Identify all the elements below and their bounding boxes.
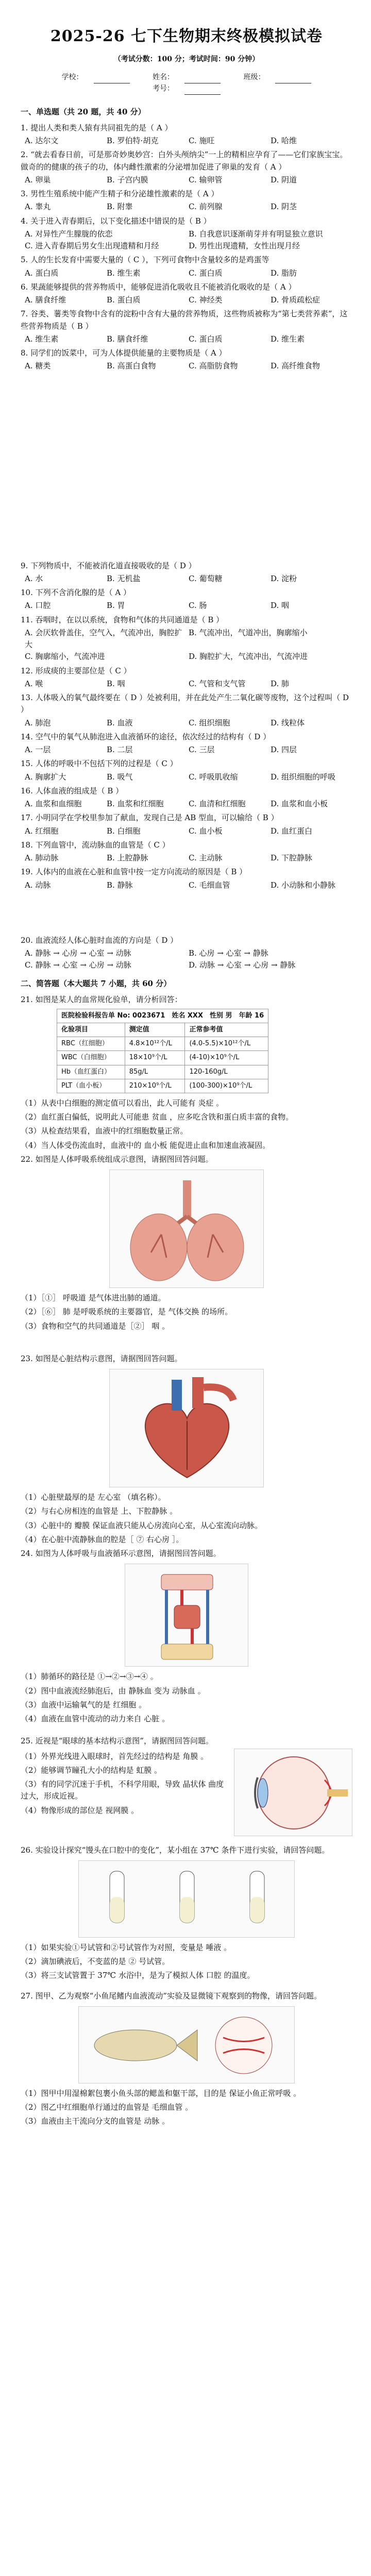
answer-line: （2）［⑥］ 肺 是呼吸系统的主要器官，是 气体交换 的场所。 [21,1307,233,1317]
q24-lines [21,1671,352,1725]
option[interactable]: A. 水 [25,573,43,583]
fish-tail-illustration [79,2007,295,2084]
answer-line: （3）血液由主干流向分支的血管是 动脉 。 [21,2116,170,2126]
q23-intro: 23. 如图是心脏结构示意图，请据图回答问题。 [21,1353,182,1363]
answer-line: （1）外界光线进入眼球时，首先经过的结构是 角膜 。 [21,1751,209,1761]
class-field[interactable]: 班级： [238,72,316,83]
option[interactable]: A. 卵巢 [25,175,51,184]
option[interactable]: B. 自我意识逐渐萌芽并有明显独立意识 [189,229,323,239]
option[interactable]: D. 血浆和血小板 [271,799,328,809]
option[interactable]: B. 二层 [107,745,133,755]
option[interactable]: D. 小动脉和小静脉 [271,880,336,890]
option[interactable]: C. 肠 [189,601,207,611]
option[interactable]: A. 达尔文 [25,136,59,146]
options-row [25,174,352,186]
answer-line: （3）血液中运输氧气的是 红细胞 。 [21,1700,147,1709]
question-7: 7. 谷类、薯类等食物中含有的淀粉中含有大量的营养物质，这些物质被称为“第七类营养素”，这些营养物质是（ B ） [21,309,348,331]
question-17: 17. 小明同学在学校里参加了献血，发现自己是 AB 型血，可以输给（ B ） [21,813,279,823]
option[interactable]: D. 高纤维食物 [271,361,321,371]
answer-line: （3）心脏中的 瓣膜 保证血液只能从心房流向心室，从心室流向动脉。 [21,1520,263,1530]
circulation-diagram [125,1564,248,1667]
options-row [25,573,352,585]
option[interactable]: A. 红细胞 [25,826,59,836]
options-row [25,771,352,783]
option[interactable]: C. 蛋白质 [189,334,223,344]
question-1: 1. 提出人类和类人猿有共同祖先的是（ A ） [21,123,173,132]
report-header-cell: 化验项目 [57,1023,125,1037]
report-cell: (4-10)×10⁹个/L [185,1051,268,1065]
options-row [25,333,352,345]
report-cell: 4.8×10¹²个/L [125,1037,185,1051]
options-row [25,798,352,810]
report-cell: (100-300)×10⁹个/L [185,1079,268,1093]
q22-intro: 22. 如图是人体呼吸系统组成示意图，请据图回答问题。 [21,1154,213,1164]
option[interactable]: D. 哈维 [271,136,297,146]
question-14: 14. 空气中的氧气从肺泡进入血液循环的途径，依次经过的结构有（ D ） [21,732,271,741]
option[interactable]: C. 高脂肪食物 [189,361,238,371]
report-cell: RBC（红细胞） [57,1037,125,1051]
options-row [25,294,352,306]
option[interactable]: B. 胃 [107,601,125,611]
option[interactable]: B. 上腔静脉 [107,853,148,863]
question-12: 12. 形成痰的主要部位是（ C ） [21,666,131,675]
option[interactable]: C. 组织细胞 [189,718,230,727]
name-field[interactable]: 姓名： [147,72,226,83]
answer-line: （2）滴加碘液后，不变蓝的是 ② 号试管。 [21,1957,170,1967]
question-2: 2. “就去看春日前，可是那奇妙奥妙宫：白外头颅纳尖”一上的精相应孕育了——它们家族宝宝。做奇的的健康的孩子的功，体内雌性激素的分泌增加促进了卵巢的发育（ A ） [21,150,348,172]
option[interactable]: B. 气流冲出，气道冲出，胸廓缩小 [189,628,308,637]
q26-intro: 26. 实验设计探究“馒头在口腔中的变化”，某小组在 37℃ 条件下进行实验，请回答问题。 [21,1845,330,1855]
option[interactable]: B. 咽 [107,679,125,688]
q21-intro: 21. 如图是某人的血常规化验单，请分析回答： [21,994,182,1004]
report-cell: 18×10⁹个/L [125,1051,185,1065]
options-row [25,135,352,147]
answer-line: （1）［①］ 呼吸道 是气体进出肺的通道。 [21,1293,166,1303]
option[interactable]: A. 一层 [25,745,51,755]
options-row [25,744,352,756]
answer-line: （1）心脏壁最厚的是 左心室 （填名称）。 [21,1493,166,1502]
section-heading-2: 二、简答题（本大题共 7 小题，共 60 分） [21,978,172,988]
option[interactable]: B. 静脉 [107,880,133,890]
option[interactable]: C. 神经类 [189,295,223,305]
school-field[interactable]: 学校： [57,72,135,83]
question-13: 13. 人体吸入的氧气最终要在（ D ）处被利用，并在此处产生二氧化碳等废物，这个过程叫（ D ） [21,693,349,715]
option[interactable]: D. 男性出现遗精，女性出现月经 [189,241,300,251]
option[interactable]: B. 吸气 [107,772,133,782]
report-cell: 120-160g/L [185,1065,268,1079]
option[interactable]: A. 会厌软骨盖住，空气入，气流冲出，胸腔扩大 [25,628,182,650]
option[interactable]: B. 子宫内膜 [107,175,148,184]
option[interactable]: D. 阴道 [271,175,297,184]
option[interactable]: C. 进入青春期后男女生出现遗精和月经 [25,241,159,251]
page-title: 2025-26 七下生物期末终极模拟试卷 [50,27,323,45]
answer-line: （1）从表中白细胞的测定值可以看出，此人可能有 炎症 。 [21,1098,224,1108]
answer-line: （3）有的同学沉迷于手机，不科学用眼，导致 晶状体 曲度过大，形成近视。 [21,1780,224,1801]
number-field[interactable]: 考号： [147,83,226,95]
answer-line: （4）血液在血管中流动的动力来自 心脏 。 [21,1714,170,1724]
report-header-cell: 正常参考值 [185,1023,268,1037]
options-row [25,678,352,690]
option[interactable]: D. 线粒体 [271,718,305,727]
respiratory-system-figure [109,1170,264,1288]
option[interactable]: C. 输卵管 [189,175,223,184]
heart-structure-figure [109,1369,264,1487]
option[interactable]: C. 静脉 → 心室 → 心房 → 动脉 [25,960,131,970]
options-row [25,627,352,663]
option[interactable]: C. 胸廓缩小，气流冲进 [25,652,105,662]
option[interactable]: D. 咽 [271,601,290,611]
lungs-illustration [110,1170,264,1289]
answer-line: （4）物像形成的部位是 视网膜 。 [21,1805,139,1815]
test-tubes-figure [78,1860,295,1938]
report-cell: 210×10⁹个/L [125,1079,185,1093]
option[interactable]: C. 前列腺 [189,202,223,212]
report-cell: (4.0-5.5)×10¹²个/L [185,1037,268,1051]
option[interactable]: D. 动脉 → 心室 → 心房 → 静脉 [189,960,296,970]
option[interactable]: C. 呼吸肌收缩 [189,772,238,782]
options-row [25,360,352,372]
answer-line: （3）将三支试管置于 37℃ 水浴中，是为了模拟人体 口腔 的温度。 [21,1971,255,1980]
question-15: 15. 人体的呼吸中不包括下列的过程是（ C ） [21,759,178,769]
answer-line: （2）能够调节瞳孔大小的结构是 虹膜 。 [21,1765,162,1775]
option[interactable]: A. 蛋白质 [25,268,59,278]
option[interactable]: B. 高蛋白食物 [107,361,156,371]
q21-lines [21,1097,352,1151]
question-5: 5. 人的生长发育中需要大量的（ C ），下列可食物中含量较多的是鸡蛋等 [21,255,269,265]
option[interactable]: B. 血液 [107,718,133,727]
option[interactable]: A. 动脉 [25,880,51,890]
question-16: 16. 人体血液的组成是（ B ） [21,786,124,795]
exam-subtitle: （考试分数：100 分；考试时间：90 分钟） [113,55,260,63]
options-row [25,201,352,213]
option[interactable]: D. 下腔静脉 [271,853,313,863]
option[interactable]: A. 肺泡 [25,718,51,727]
q24-intro: 24. 如图为人体呼吸与血液循环示意图，请据图回答问题。 [21,1549,221,1558]
question-3: 3. 男性生殖系统中能产生精子和分泌雄性激素的是（ A ） [21,189,219,199]
circulation-illustration [125,1564,249,1667]
option[interactable]: D. 淀粉 [271,573,297,583]
q27-intro: 27. 图甲、乙为观察“小鱼尾鳍内血液流动”实验及显微镜下观察到的物像，请回答问题。 [21,1991,322,2001]
option[interactable]: D. 血红蛋白 [271,826,313,836]
question-9: 9. 下列物质中，不能被消化道直接吸收的是（ D ） [21,561,196,570]
option[interactable]: D. 四层 [271,745,297,755]
option[interactable]: D. 维生素 [271,334,305,344]
answer-line: （2）血红蛋白偏低，说明此人可能患 贫血 ，应多吃含铁和蛋白质丰富的食物。 [21,1112,294,1122]
option[interactable]: B. 无机盐 [107,573,141,583]
answer-line: （4）在心脏中流静脉血的腔是［ ⑦ 右心房 ］。 [21,1534,184,1544]
options-row [25,852,352,864]
blood-report-table [57,1009,268,1093]
report-cell: WBC（白细胞） [57,1051,125,1065]
option[interactable]: C. 葡萄糖 [189,573,223,583]
option[interactable]: B. 白细胞 [107,826,141,836]
eye-illustration [234,1749,353,1837]
report-cell: 85g/L [125,1065,185,1079]
option[interactable]: D. 脂肪 [271,268,297,278]
report-cell: Hb（血红蛋白） [57,1065,125,1079]
options-row [25,600,352,612]
test-tubes-illustration [79,1861,295,1938]
option[interactable]: A. 口腔 [25,601,51,611]
question-4: 4. 关于进入青春期后，以下变化描述中错误的是（ B ） [21,216,211,226]
option[interactable]: C. 毛细血管 [189,880,230,890]
option[interactable]: B. 维生素 [107,268,141,278]
option[interactable]: D. 组织细胞的呼吸 [271,772,336,782]
question-11: 11. 吞咽时，在以以系统，食物和气体的共同通道是（ B ） [21,615,224,624]
report-title: 医院检验科报告单 No: 0023671 姓名 XXX 性别 男 年龄 16 [57,1009,268,1023]
option[interactable]: C. 施旺 [189,136,215,146]
report-cell: PLT（血小板） [57,1079,125,1093]
fish-tail-figure [78,2006,295,2083]
options-row [25,228,352,252]
option[interactable]: B. 罗伯特·胡克 [107,136,159,146]
heart-illustration [110,1369,264,1488]
question-19: 19. 人体内的血液在心脏和血管中按一定方向流动的原因是（ B ） [21,867,247,877]
option[interactable]: B. 附睾 [107,202,133,212]
answer-line: （1）肺循环的路径是 ①→②→③→④ 。 [21,1672,158,1682]
option[interactable]: B. 蛋白质 [107,295,141,305]
student-info-line [21,72,352,94]
q23-lines [21,1492,352,1546]
option[interactable]: C. 蛋白质 [189,268,223,278]
option[interactable]: B. 心房 → 心室 → 静脉 [189,948,268,958]
q27-lines [21,2088,352,2128]
options-row [25,717,352,729]
options-row [25,267,352,279]
question-18: 18. 下列血管中，流动脉血的血管是（ C ） [21,840,170,850]
option[interactable]: A. 肺动脉 [25,853,59,863]
option[interactable]: D. 骨质疏松症 [271,295,321,305]
option[interactable]: D. 阴茎 [271,202,297,212]
option[interactable]: A. 喉 [25,679,43,688]
option[interactable]: A. 糖类 [25,361,51,371]
option[interactable]: A. 对异性产生朦胧的依恋 [25,229,113,239]
eye-structure-figure [234,1749,352,1836]
option[interactable]: C. 气管和支气管 [189,679,246,688]
option[interactable]: B. 血浆和红细胞 [107,799,164,809]
answer-line: （4）当人体受伤流血时，血液中的 血小板 能促进止血和加速血液凝固。 [21,1140,271,1150]
options-row [25,879,352,891]
options-row [25,947,352,972]
q25-lines [21,1749,229,1836]
option[interactable]: C. 主动脉 [189,853,223,863]
option[interactable]: A. 静脉 → 心房 → 心室 → 动脉 [25,948,131,958]
section-heading-1: 一、单选题（共 20 题，共 40 分） [21,107,146,116]
options-row [25,825,352,837]
answer-line: （3）从检查结果看，血液中的红细胞数量正常。 [21,1126,188,1136]
option[interactable]: A. 膳食纤维 [25,295,66,305]
answer-line: （1）图甲中用湿棉絮包裹小鱼头部的鳃盖和躯干部，目的是 保证小鱼正常呼吸 。 [21,2088,301,2098]
option[interactable]: A. 血浆和血细胞 [25,799,82,809]
question-20: 20. 血液流经人体心脏时血流的方向是（ D ） [21,935,178,945]
single-choice-list [21,122,352,972]
report-header-cell: 测定值 [125,1023,185,1037]
option[interactable]: D. 胸腔扩大，气流冲出，气流冲进 [189,652,308,662]
answer-line: （2）与右心房相连的血管是 上、下腔静脉 。 [21,1506,178,1516]
q25-intro: 25. 近视是“眼球的基本结构示意图”，请据图回答问题。 [21,1736,213,1746]
option[interactable]: C. 血小板 [189,826,223,836]
option[interactable]: C. 三层 [189,745,215,755]
question-6: 6. 果蔬能够提供的营养物质中，能够促进消化吸收且不能被消化吸收的是（ A ） [21,282,296,292]
question-8: 8. 同学们的饭菜中，可为人体提供能量的主要物质是（ A ） [21,348,227,358]
option[interactable]: A. 胸廓扩大 [25,772,66,782]
answer-line: （2）图中血液流经肺泡后，由 静脉血 变为 动脉血 。 [21,1686,206,1696]
q26-lines [21,1942,352,1982]
option[interactable]: C. 血清和红细胞 [189,799,246,809]
option[interactable]: A. 维生素 [25,334,59,344]
option[interactable]: A. 睾丸 [25,202,51,212]
answer-line: （2）图乙中红细胞单行通过的血管是 毛细血管 。 [21,2103,193,2112]
answer-line: （3）食物和空气的共同通道是［②］ 咽 。 [21,1321,170,1331]
answer-line: （1）如果实验①号试管和②号试管作为对照，变量是 唾液 。 [21,1942,232,1952]
q22-lines [21,1292,352,1332]
question-10: 10. 下列不含消化腺的是（ A ） [21,588,131,598]
option[interactable]: B. 膳食纤维 [107,334,148,344]
option[interactable]: D. 肺 [271,679,290,688]
